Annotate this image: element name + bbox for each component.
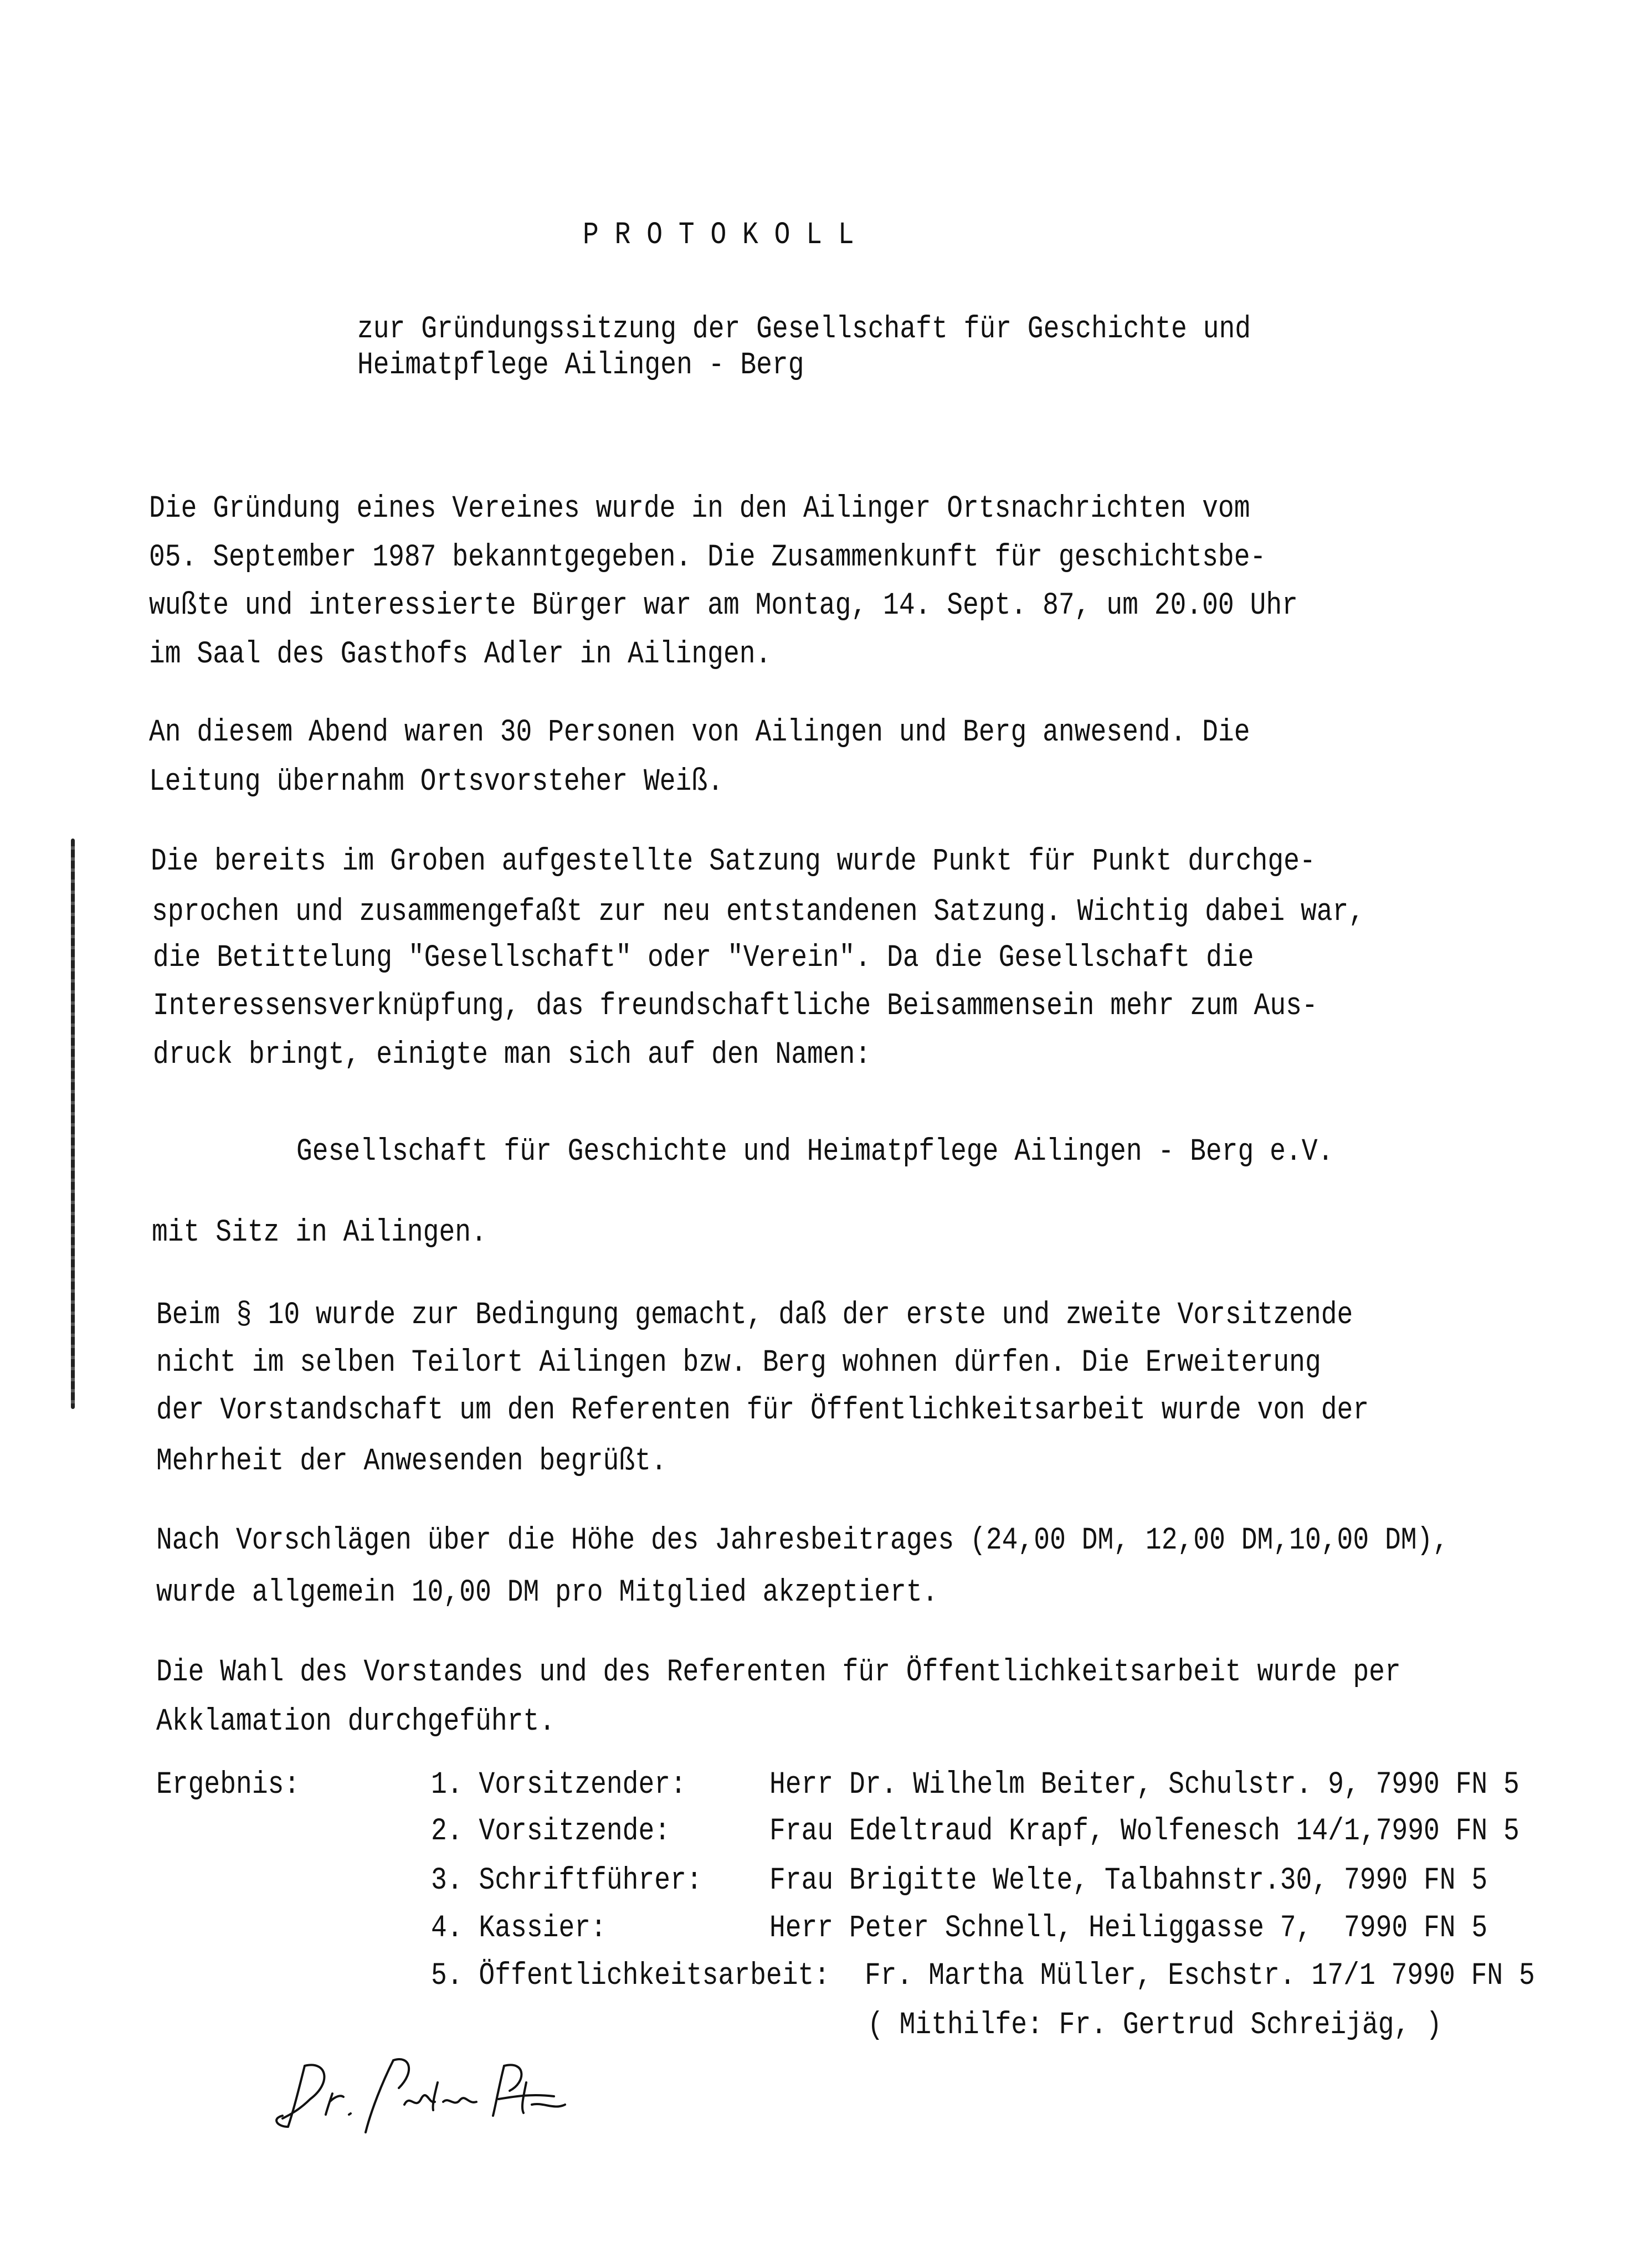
text-line: Leitung übernahm Ortsvorsteher Weiß.: [149, 764, 723, 800]
result-helper: ( Mithilfe: Fr. Gertrud Schreijäg, ): [867, 2008, 1442, 2043]
text-line: der Vorstandschaft um den Referenten für Öffentlichkeitsarbeit wurde von der: [156, 1393, 1369, 1428]
text-line: An diesem Abend waren 30 Personen von Ailingen und Berg anwesend. Die: [149, 715, 1250, 750]
text-line: Nach Vorschlägen über die Höhe des Jahresbeitrages (24,00 DM, 12,00 DM,10,00 DM),: [156, 1523, 1449, 1559]
result-person: Herr Dr. Wilhelm Beiter, Schulstr. 9, 7990 FN 5: [769, 1767, 1519, 1803]
text-line: 05. September 1987 bekanntgegeben. Die Zusammenkunft für geschichtsbe-: [149, 540, 1266, 575]
subtitle-line: zur Gründungssitzung der Gesellschaft für Geschichte und: [357, 312, 1251, 347]
text-line: Akklamation durchgeführt.: [156, 1704, 556, 1740]
society-name: Gesellschaft für Geschichte und Heimatpflege Ailingen - Berg e.V.: [296, 1134, 1334, 1170]
text-line: druck bringt, einigte man sich auf den Namen:: [153, 1037, 871, 1073]
result-role: 4. Kassier:: [431, 1911, 607, 1946]
result-role: 2. Vorsitzende:: [431, 1814, 671, 1849]
result-person: Fr. Martha Müller, Eschstr. 17/1 7990 FN 5: [865, 1958, 1535, 1994]
text-line: die Betittelung "Gesellschaft" oder "Verein". Da die Gesellschaft die: [153, 940, 1254, 976]
text-line: nicht im selben Teilort Ailingen bzw. Berg wohnen dürfen. Die Erweiterung: [156, 1345, 1321, 1381]
text-line: Interessensverknüpfung, das freundschaftliche Beisammensein mehr zum Aus-: [153, 989, 1318, 1024]
seat-line: mit Sitz in Ailingen.: [152, 1215, 487, 1251]
text-line: im Saal des Gasthofs Adler in Ailingen.: [149, 637, 772, 672]
text-line: wußte und interessierte Bürger war am Montag, 14. Sept. 87, um 20.00 Uhr: [149, 588, 1298, 624]
result-person: Herr Peter Schnell, Heiliggasse 7, 7990 FN 5: [769, 1911, 1488, 1946]
result-person: Frau Edeltraud Krapf, Wolfenesch 14/1,7990 FN 5: [769, 1814, 1519, 1849]
text-line: Die bereits im Groben aufgestellte Satzung wurde Punkt für Punkt durchge-: [151, 844, 1316, 880]
text-line: Mehrheit der Anwesenden begrüßt.: [156, 1444, 667, 1479]
handwritten-signature: [266, 2049, 643, 2138]
margin-bracket-mark: [71, 839, 75, 1409]
result-role: 3. Schriftführer:: [431, 1863, 702, 1899]
text-line: Die Gründung eines Vereines wurde in den Ailinger Ortsnachrichten vom: [149, 491, 1250, 527]
subtitle-line: Heimatpflege Ailingen - Berg: [357, 348, 804, 383]
results-label: Ergebnis:: [156, 1767, 300, 1803]
page-title: P R O T O K O L L: [583, 218, 854, 253]
text-line: sprochen und zusammengefaßt zur neu entstandenen Satzung. Wichtig dabei war,: [152, 894, 1365, 930]
result-role: 1. Vorsitzender:: [431, 1767, 686, 1803]
text-line: wurde allgemein 10,00 DM pro Mitglied akzeptiert.: [156, 1575, 938, 1611]
text-line: Die Wahl des Vorstandes und des Referenten für Öffentlichkeitsarbeit wurde per: [156, 1655, 1401, 1690]
result-role: 5. Öffentlichkeitsarbeit:: [431, 1958, 830, 1994]
result-person: Frau Brigitte Welte, Talbahnstr.30, 7990 FN 5: [769, 1863, 1488, 1899]
text-line: Beim § 10 wurde zur Bedingung gemacht, daß der erste und zweite Vorsitzende: [156, 1298, 1353, 1333]
